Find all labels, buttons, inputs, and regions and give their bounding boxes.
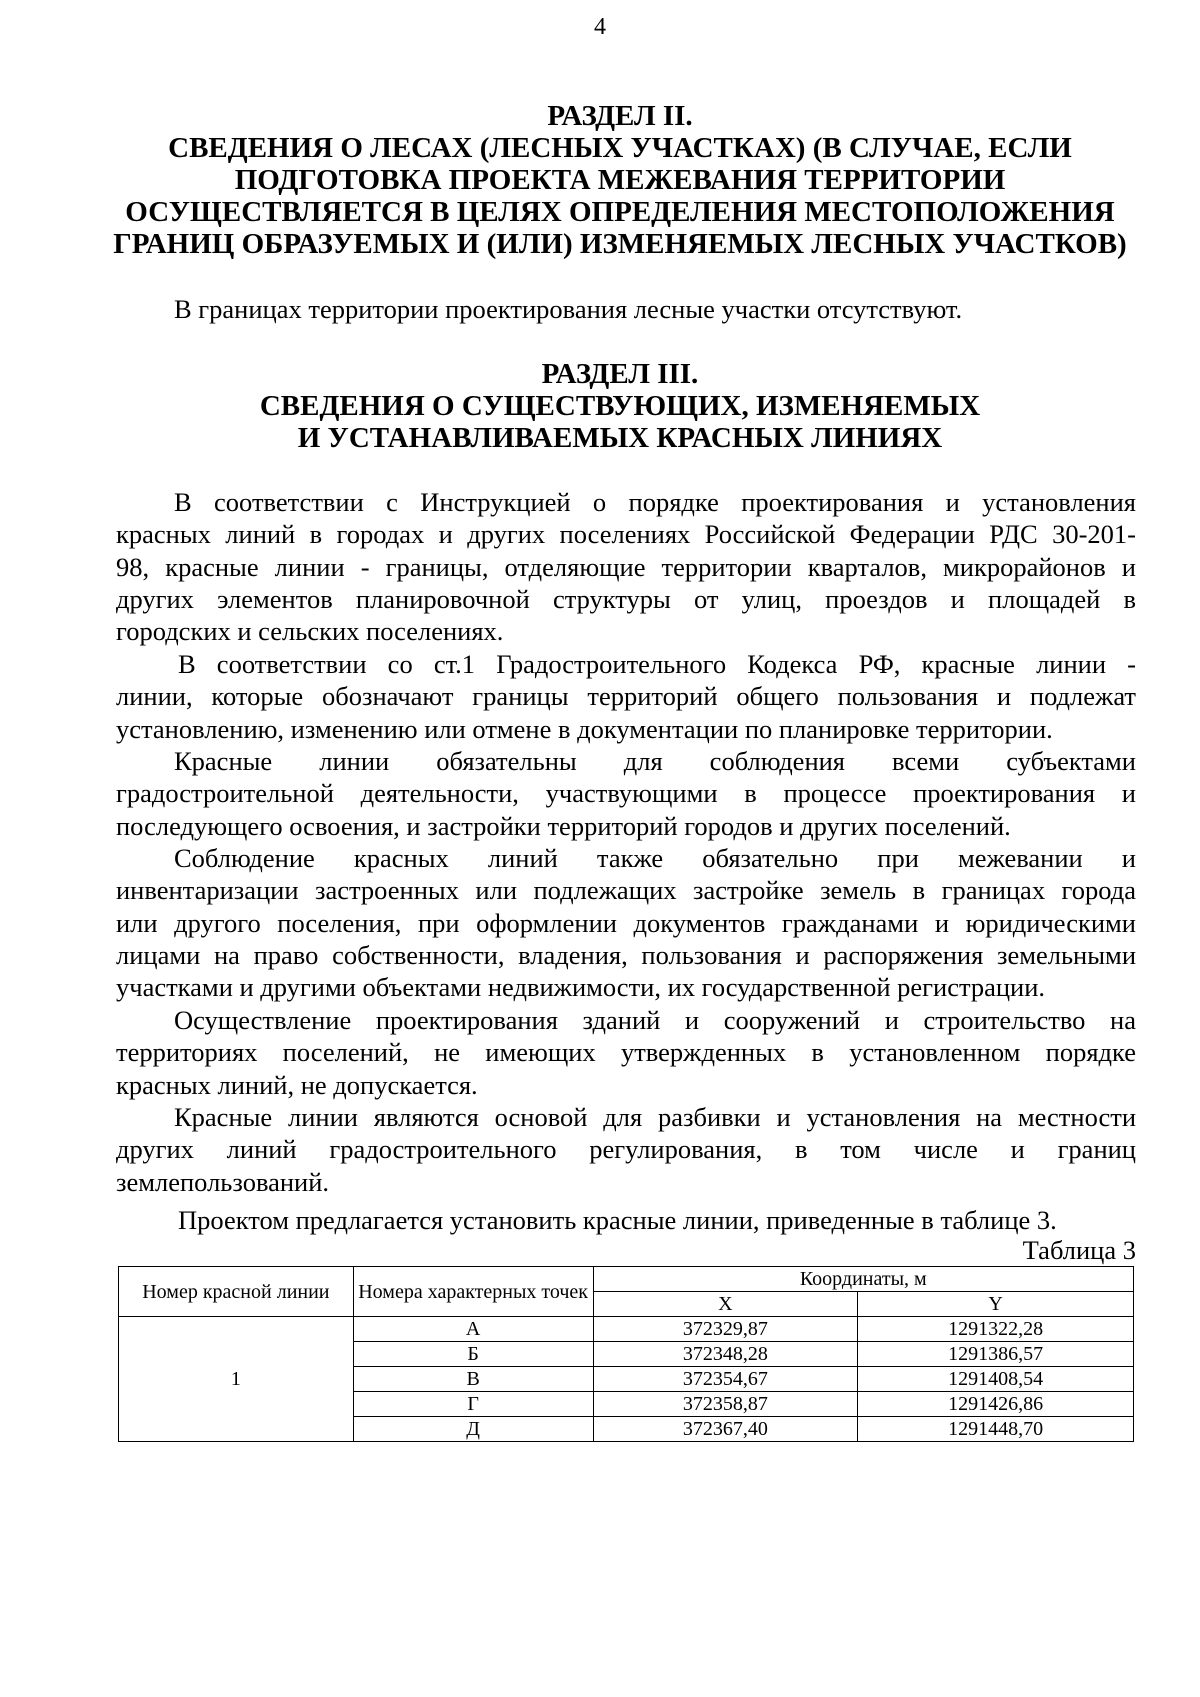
heading-line: ПОДГОТОВКА ПРОЕКТА МЕЖЕВАНИЯ ТЕРРИТОРИИ	[234, 164, 1006, 196]
text-line: участками и другими объектами недвижимости, их государственной регистрации.	[116, 972, 1046, 1003]
text-line: территориях поселений, не имеющих утвержденных в установленном порядке	[116, 1037, 1136, 1068]
text-line: Соблюдение красных линий также обязательно при межевании и	[174, 843, 1136, 873]
paragraph-code	[116, 648, 1136, 745]
text-line: последующего освоения, и застройки территорий городов и других поселений.	[116, 810, 1011, 841]
text-line: других линий градостроительного регулирования, в том числе и границ	[116, 1134, 1136, 1165]
text-line: городских и сельских поселениях.	[116, 616, 504, 647]
text-line: В соответствии со ст.1 Градостроительного Кодекса РФ, красные линии -	[178, 649, 1136, 679]
heading-line: РАЗДЕЛ II.	[547, 100, 693, 132]
header-y: Y	[858, 1292, 1134, 1317]
x-cell: 372358,87	[593, 1392, 858, 1417]
paragraph-design	[116, 1004, 1136, 1101]
text-line: Красные линии являются основой для разбивки и установления на местности	[174, 1102, 1136, 1132]
y-cell: 1291426,86	[858, 1392, 1134, 1417]
text-line: или другого поселения, при оформлении документов гражданами и юридическими	[116, 907, 1136, 938]
header-x: X	[593, 1292, 858, 1317]
y-cell: 1291386,57	[858, 1342, 1134, 1367]
text-line: Осуществление проектирования зданий и сооружений и строительство на	[174, 1005, 1136, 1035]
text-line: установлению, изменению или отмене в документации по планировке территории.	[116, 713, 1053, 744]
table-intro: Проектом предлагается установить красные линии, приведенные в таблице 3.	[178, 1205, 1057, 1235]
text-line: красных линий, не допускается.	[116, 1069, 478, 1100]
section-3-heading	[110, 358, 1130, 454]
point-cell: Б	[353, 1342, 593, 1367]
point-cell: В	[353, 1367, 593, 1392]
paragraph-compliance	[116, 842, 1136, 1003]
point-cell: А	[353, 1317, 593, 1342]
text-line: красных линий в городах и других поселениях Российской Федерации РДС 30-201-	[116, 519, 1136, 550]
line-id-cell: 1	[119, 1317, 354, 1442]
table-header-row	[119, 1267, 1134, 1292]
point-cell: Г	[353, 1392, 593, 1417]
x-cell: 372348,28	[593, 1342, 858, 1367]
y-cell: 1291408,54	[858, 1367, 1134, 1392]
heading-line: ОСУЩЕСТВЛЯЕТСЯ В ЦЕЛЯХ ОПРЕДЕЛЕНИЯ МЕСТОПОЛОЖЕНИЯ	[125, 196, 1115, 228]
heading-line: СВЕДЕНИЯ О ЛЕСАХ (ЛЕСНЫХ УЧАСТКАХ) (В СЛУЧАЕ, ЕСЛИ	[168, 132, 1072, 164]
text-line: градостроительной деятельности, участвующими в процессе проектирования и	[116, 778, 1136, 809]
table-caption: Таблица 3	[1022, 1235, 1136, 1265]
text-line: землепользований.	[116, 1166, 330, 1197]
y-cell: 1291322,28	[858, 1317, 1134, 1342]
text-line: Красные линии обязательны для соблюдения всеми субъектами	[174, 746, 1136, 776]
table-row	[119, 1317, 1134, 1342]
red-lines-table	[118, 1266, 1134, 1442]
text-line: линии, которые обозначают границы территорий общего пользования и подлежат	[116, 681, 1136, 712]
heading-line: РАЗДЕЛ III.	[541, 358, 699, 390]
header-points: Номера характерных точек	[353, 1267, 593, 1317]
section-2-heading	[110, 100, 1130, 260]
x-cell: 372354,67	[593, 1367, 858, 1392]
text-line: лицами на право собственности, владения, пользования и распоряжения земельными	[116, 939, 1136, 970]
paragraph-mandatory	[116, 745, 1136, 842]
x-cell: 372367,40	[593, 1417, 858, 1442]
heading-line: ГРАНИЦ ОБРАЗУЕМЫХ И (ИЛИ) ИЗМЕНЯЕМЫХ ЛЕСНЫХ УЧАСТКОВ)	[113, 228, 1127, 260]
y-cell: 1291448,70	[858, 1417, 1134, 1442]
heading-line: И УСТАНАВЛИВАЕМЫХ КРАСНЫХ ЛИНИЯХ	[297, 422, 943, 454]
header-coords: Координаты, м	[593, 1267, 1133, 1292]
heading-line: СВЕДЕНИЯ О СУЩЕСТВУЮЩИХ, ИЗМЕНЯЕМЫХ	[259, 390, 981, 422]
point-cell: Д	[353, 1417, 593, 1442]
forest-statement: В границах территории проектирования лесные участки отсутствуют.	[174, 294, 963, 324]
header-line-number: Номер красной линии	[119, 1267, 354, 1317]
paragraph-basis	[116, 1101, 1136, 1198]
paragraph-instruction	[116, 486, 1136, 647]
text-line: 98, красные линии - границы, отделяющие территории кварталов, микрорайонов и	[116, 551, 1136, 582]
page-number: 4	[594, 14, 606, 40]
text-line: инвентаризации застроенных или подлежащих застройке земель в границах города	[116, 875, 1136, 906]
x-cell: 372329,87	[593, 1317, 858, 1342]
text-line: В соответствии с Инструкцией о порядке проектирования и установления	[174, 487, 1136, 517]
text-line: других элементов планировочной структуры от улиц, проездов и площадей в	[116, 583, 1136, 614]
